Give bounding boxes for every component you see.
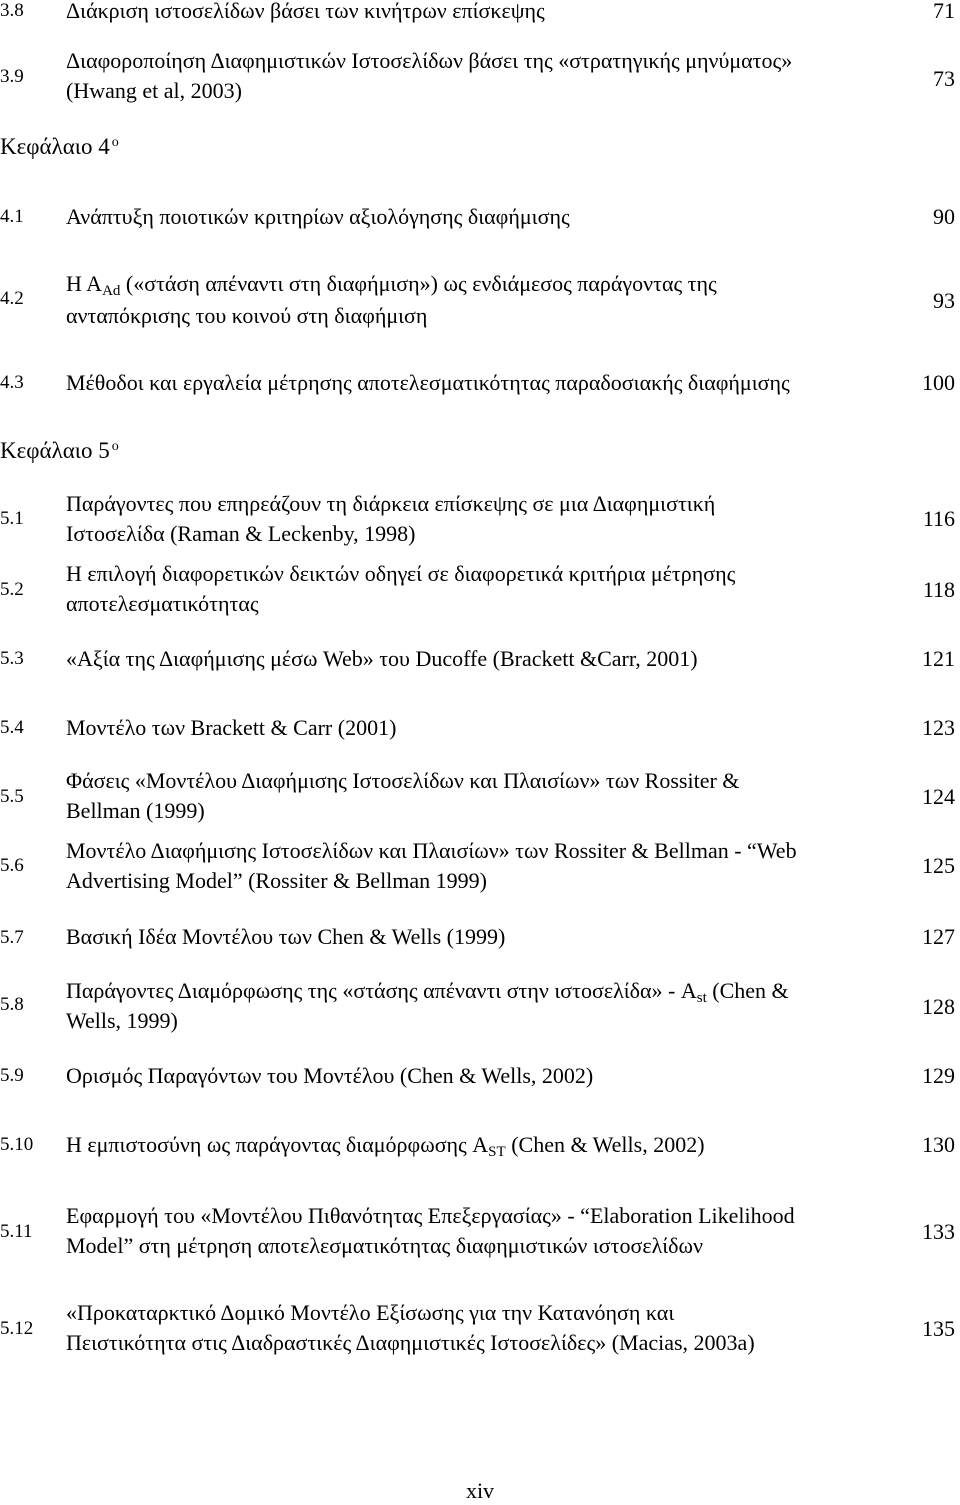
entry-number: 5.4 (0, 717, 24, 738)
entry-number: 5.10 (0, 1134, 34, 1155)
entry-title-line-2: ανταπόκρισης του κοινού στη διαφήμιση (66, 303, 428, 328)
entry-number: 5.9 (0, 1065, 24, 1086)
entry-title-line-1: Εφαρμογή του «Μοντέλου Πιθανότητας Επεξεργασίας» - “Elaboration Likelihood (66, 1203, 795, 1228)
entry-number: 4.2 (0, 288, 24, 309)
entry-page-number: 73 (933, 66, 955, 91)
entry-number: 5.8 (0, 994, 24, 1015)
page-number-footer: xiv (465, 1478, 495, 1503)
entry-number: 5.11 (0, 1221, 33, 1242)
entry-page-number: 100 (922, 370, 955, 395)
entry-title: «Αξία της Διαφήμισης μέσω Web» του Ducoffe (Brackett &Carr, 2001) (66, 646, 698, 671)
entry-title-line-2: Bellman (1999) (66, 798, 205, 823)
entry-number: 4.3 (0, 372, 24, 393)
title-text: («στάση απέναντι στη διαφήμιση») ως ενδιάμεσος παράγοντας της (120, 271, 717, 296)
entry-title (66, 1132, 705, 1161)
chapter-label: Κεφάλαιο 4 (0, 134, 110, 159)
entry-page-number: 118 (922, 577, 955, 602)
entry-page-number: 128 (922, 994, 955, 1019)
entry-number: 5.2 (0, 579, 24, 600)
entry-title-line-1: Μοντέλο Διαφήμισης Ιστοσελίδων και Πλαισίων» των Rossiter & Bellman - “Web (66, 838, 797, 863)
entry-title: Μοντέλο των Brackett & Carr (2001) (66, 715, 397, 740)
entry-number: 5.5 (0, 786, 24, 807)
title-subscript: ST (488, 1144, 506, 1160)
entry-page-number: 123 (922, 715, 955, 740)
entry-number: 5.3 (0, 648, 24, 669)
entry-title-line-1 (66, 978, 789, 1007)
entry-page-number: 90 (933, 204, 955, 229)
entry-title-line-2: Wells, 1999) (66, 1008, 178, 1033)
entry-title: Διάκριση ιστοσελίδων βάσει των κινήτρων επίσκεψης (66, 0, 545, 23)
entry-title-line-1: Παράγοντες που επηρεάζουν τη διάρκεια επίσκεψης σε μια Διαφημιστική (66, 491, 716, 516)
entry-number: 5.7 (0, 927, 24, 948)
chapter-ordinal: ο (111, 135, 119, 150)
entry-title-line-1: «Προκαταρκτικό Δομικό Μοντέλο Εξίσωσης για την Κατανόηση και (66, 1300, 675, 1325)
entry-page-number: 129 (922, 1063, 955, 1088)
entry-page-number: 124 (922, 784, 955, 809)
entry-page-number: 135 (922, 1316, 955, 1341)
entry-number: 3.9 (0, 66, 24, 87)
entry-title-line-1: Η επιλογή διαφορετικών δεικτών οδηγεί σε διαφορετικά κριτήρια μέτρησης (66, 561, 736, 586)
entry-page-number: 127 (922, 924, 955, 949)
entry-page-number: 125 (922, 853, 955, 878)
title-text: Παράγοντες Διαμόρφωσης της «στάσης απέναντι στην ιστοσελίδα» - A (66, 978, 697, 1003)
entry-title-line-2: Advertising Model” (Rossiter & Bellman 1999) (66, 868, 487, 893)
entry-title-line-1 (66, 271, 717, 300)
chapter-heading-4 (0, 134, 119, 160)
entry-page-number: 116 (922, 506, 955, 531)
entry-number: 5.12 (0, 1318, 34, 1339)
title-text: H A (66, 271, 103, 296)
entry-title-line-2: (Hwang et al, 2003) (66, 78, 242, 103)
title-subscript: st (696, 990, 707, 1006)
entry-title: Βασική Ιδέα Μοντέλου των Chen & Wells (1999) (66, 924, 506, 949)
chapter-heading-5 (0, 438, 119, 464)
entry-page-number: 93 (933, 288, 955, 313)
entry-number: 5.6 (0, 855, 24, 876)
entry-title-line-2: Model” στη μέτρηση αποτελεσματικότητας διαφημιστικών ιστοσελίδων (66, 1233, 703, 1258)
entry-number: 5.1 (0, 508, 24, 529)
entry-title-line-1: Φάσεις «Μοντέλου Διαφήμισης Ιστοσελίδων και Πλαισίων» των Rossiter & (66, 768, 740, 793)
entry-title: Ορισμός Παραγόντων του Μοντέλου (Chen & Wells, 2002) (66, 1063, 594, 1088)
entry-number: 4.1 (0, 206, 24, 227)
title-subscript: Ad (102, 283, 121, 299)
entry-title-line-1: Διαφοροποίηση Διαφημιστικών Ιστοσελίδων βάσει της «στρατηγικής μηνύματος» (66, 48, 793, 73)
chapter-label: Κεφάλαιο 5 (0, 438, 110, 463)
entry-title-line-2: αποτελεσματικότητας (66, 591, 259, 616)
entry-page-number: 133 (922, 1219, 955, 1244)
entry-title-line-2: Ιστοσελίδα (Raman & Leckenby, 1998) (66, 521, 416, 546)
chapter-ordinal: ο (111, 439, 119, 454)
title-text: (Chen & Wells, 2002) (505, 1132, 705, 1157)
title-text: Η εμπιστοσύνη ως παράγοντας διαμόρφωσης A (66, 1132, 489, 1157)
entry-number: 3.8 (0, 0, 24, 21)
title-text: (Chen & (706, 978, 789, 1003)
entry-title: Μέθοδοι και εργαλεία μέτρησης αποτελεσματικότητας παραδοσιακής διαφήμισης (66, 370, 790, 395)
entry-page-number: 71 (933, 0, 955, 23)
entry-title-line-2: Πειστικότητα στις Διαδραστικές Διαφημιστικές Ιστοσελίδες» (Macias, 2003a) (66, 1330, 755, 1355)
entry-page-number: 130 (922, 1132, 955, 1157)
entry-page-number: 121 (922, 646, 955, 671)
entry-title: Ανάπτυξη ποιοτικών κριτηρίων αξιολόγησης διαφήμισης (66, 204, 570, 229)
